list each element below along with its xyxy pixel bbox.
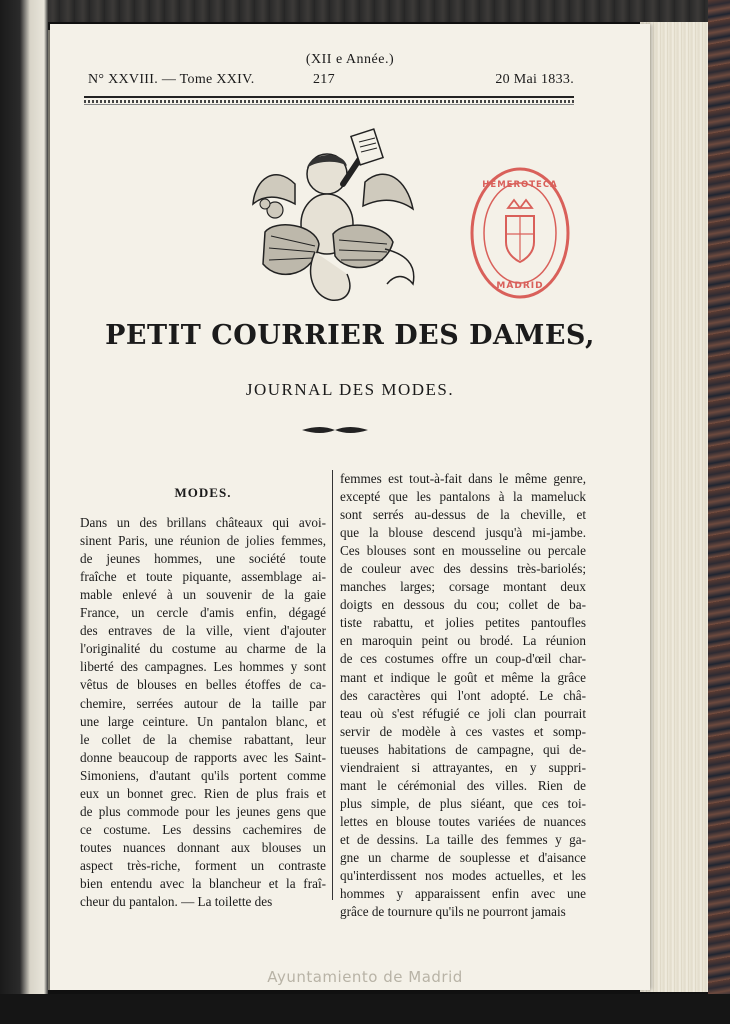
- article-line: viendraient si attrayantes, en y suppri-: [340, 759, 586, 775]
- header-thin-rule: [84, 104, 574, 105]
- column-rule: [332, 470, 333, 900]
- scan-bottom-edge: [0, 994, 730, 1024]
- scan-left-page: [0, 0, 48, 1024]
- article-line: mant et indique le goût et même la grâce: [340, 669, 586, 685]
- article-line: tueuses habitations de campagne, qui de-: [340, 741, 586, 757]
- marbled-cover-edge: [708, 0, 730, 1024]
- article-line: que la blouse descend jusqu'à mi-jambe.: [340, 525, 586, 541]
- svg-text:MADRID: MADRID: [496, 281, 544, 291]
- archive-watermark: Ayuntamiento de Madrid: [267, 968, 463, 986]
- article-line: bien entendu avec la blancheur et la fraî-: [80, 875, 326, 891]
- section-title: MODES.: [174, 485, 232, 500]
- year-label: (XII e Année.): [305, 52, 395, 67]
- article-line: donne beaucoup de rapports avec les Saint-: [80, 749, 326, 765]
- article-line: teau où s'est réfugié ce joli clan pourrait: [340, 705, 586, 721]
- article-line: eux un bonnet grec. Rien de plus frais et: [80, 785, 326, 801]
- newspaper-page: [50, 24, 650, 990]
- article-line: tiste rabattu, et jolies petites pantoufles: [340, 615, 586, 631]
- article-line: liberté des campagnes. Les hommes y sont: [80, 659, 326, 675]
- masthead-title: PETIT COURRIER DES DAMES,: [105, 320, 595, 351]
- article-line: femmes est tout-à-fait dans le même genre,: [340, 471, 586, 486]
- article-line: sinent Paris, une réunion de jolies femmes,: [80, 533, 326, 549]
- article-line: lettes en blouse toutes variées de nuances: [340, 813, 586, 829]
- article-line: vêtus de blouses en belles étoffes de ca-: [80, 677, 326, 693]
- article-line: de couleur avec des dessins très-bariolés;: [340, 561, 586, 577]
- article-line: une large ceinture. Un pantalon blanc, et: [80, 713, 326, 729]
- issue-number: N° XXVIII. — Tome XXIV.: [88, 72, 255, 87]
- article-line: doigts en dessous du cou; collet de ba-: [340, 597, 586, 613]
- article-line: manches larges; corsage montant deux: [340, 579, 586, 595]
- article-line: chemire, serrées autour de la taille par: [80, 695, 326, 711]
- scan-top-edge: [0, 0, 730, 22]
- article-line: et de dessins. La taille des femmes y ga-: [340, 831, 586, 847]
- article-line: des entraves de la ville, vient d'ajouter: [80, 623, 326, 639]
- article-line: mable enlevé à un souvenir de la gaie: [80, 587, 326, 603]
- issue-header: [88, 72, 574, 92]
- article-line: grâce de tournure qu'ils ne pourront jamais: [340, 904, 566, 920]
- article-line: servir de modèle à ces vastes et somp-: [340, 723, 586, 739]
- article-line: de ces costumes offre un coup-d'œil char-: [340, 651, 586, 667]
- article-line: fraîche et toute piquante, assemblage ai-: [80, 569, 326, 585]
- article-line: qu'interdissent nos modes actuelles, et les: [340, 868, 586, 884]
- article-line: aspect très-riche, forment un contraste: [80, 857, 326, 873]
- article-line: le collet de la chemise rabattant, leur: [80, 731, 326, 747]
- article-line: Simoniens, d'autant qu'ils portent comme: [80, 767, 326, 783]
- article-line: mant le cérémonial des villes. Rien de: [340, 777, 586, 793]
- article-line: Ces blouses sont en mousseline ou percale: [340, 543, 586, 559]
- page-stack-edges: [640, 22, 710, 992]
- ornament-divider-icon: [300, 424, 370, 436]
- article-line: toutes nuances donnant aux blouses un: [80, 839, 326, 855]
- article-line: France, un cercle d'amis enfin, dégagé: [80, 605, 326, 621]
- article-line: de plus commode pour les jeunes gens que: [80, 803, 326, 819]
- masthead-subtitle: JOURNAL DES MODES.: [245, 380, 455, 399]
- article-line: ce costume. Les dessins cachemires de: [80, 821, 326, 837]
- issue-date: 20 Mai 1833.: [495, 72, 574, 87]
- article-column-left: [80, 470, 326, 911]
- svg-text:HEMEROTECA: HEMEROTECA: [482, 180, 558, 190]
- article-line: l'originalité du costume au charme de la: [80, 641, 326, 657]
- page-number: 217: [313, 72, 335, 87]
- article-line: en maroquin peint ou brodé. La réunion: [340, 633, 586, 649]
- article-line: gne un charme de souplesse et d'aisance: [340, 849, 586, 865]
- article-line: cheur du pantalon. — La toilette des: [80, 894, 273, 910]
- article-line: sont serrés au-dessus de la cheville, et: [340, 507, 586, 523]
- article-line: hommes y apparaissent enfin avec une: [340, 886, 586, 902]
- article-line: Dans un des brillans châteaux qui avoi-: [80, 515, 326, 531]
- article-line: excepté que les pantalons à la mameluck: [340, 489, 586, 505]
- article-line: de jeunes hommes, une société toute: [80, 551, 326, 567]
- article-column-right: [340, 470, 586, 921]
- article-line: des caractères qui l'ont adopté. Le châ-: [340, 687, 586, 703]
- header-rule: [84, 96, 574, 104]
- article-line: plus simple, de plus siéant, que ces toi-: [340, 795, 586, 811]
- cherub-vignette-icon: [235, 124, 425, 314]
- library-stamp-icon: [468, 164, 572, 302]
